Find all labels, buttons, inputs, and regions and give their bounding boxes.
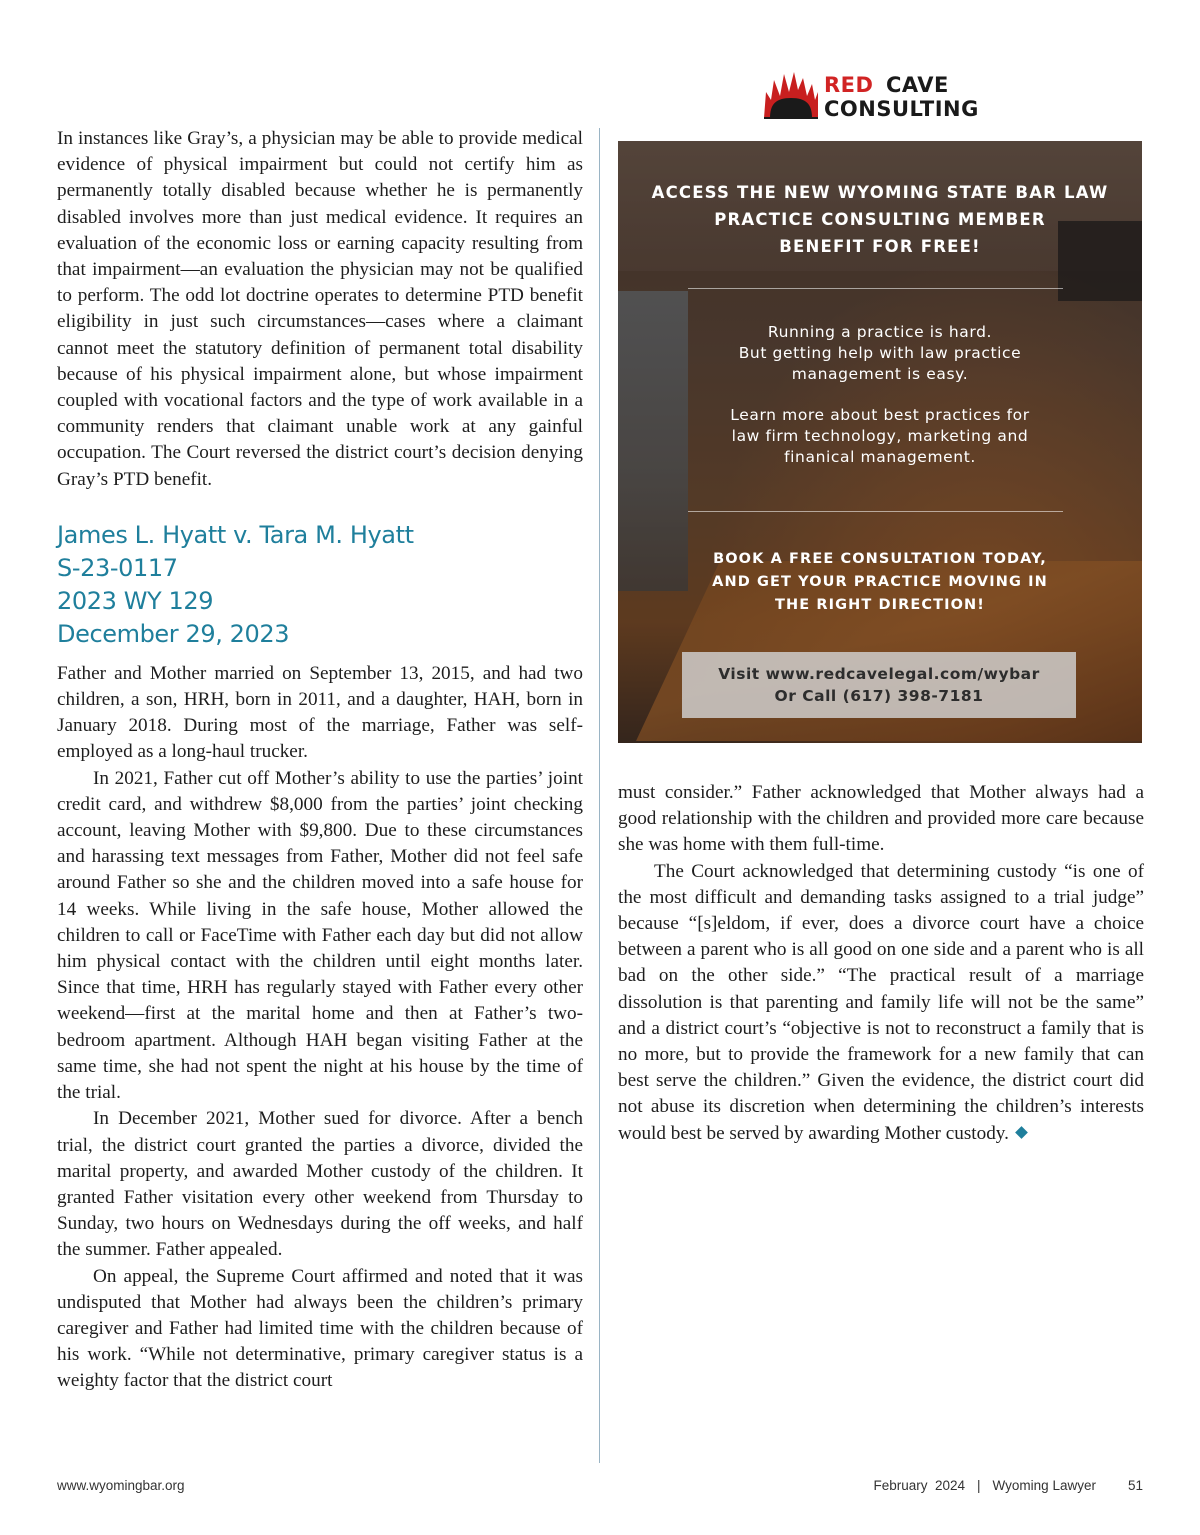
ad-body-text: [618, 322, 1142, 385]
ad-cta-line: BOOK A FREE CONSULTATION TODAY,: [713, 551, 1047, 567]
page-footer: [57, 1478, 1143, 1496]
paragraph-4: On appeal, the Supreme Court affirmed and noted that it was undisputed that Mother had always been the children’s primary caregiver and Father had limited time with the children because of his work. “While not determinative, primary caregiver status is a weighty factor that the district court: [57, 1265, 583, 1392]
right-paragraph-1: must consider.” Father acknowledged that Mother always had a good relationship with the children and provided more care because she was home with them full-time.: [618, 782, 1144, 856]
ad-divider: [688, 511, 1063, 512]
ad-call-to-action: [618, 548, 1142, 617]
ad-body-text-2: [618, 405, 1142, 468]
ad-website-link[interactable]: Visit www.redcavelegal.com/wybar: [718, 665, 1040, 683]
logo-word-cave: CAVE: [886, 73, 949, 97]
column-divider: [599, 128, 600, 1463]
case-title: James L. Hyatt v. Tara M. Hyatt: [57, 520, 414, 549]
footer-publication: Wyoming Lawyer: [992, 1478, 1096, 1493]
end-mark-diamond-icon: [1015, 1126, 1028, 1139]
intro-paragraph: In instances like Gray’s, a physician may be able to provide medical evidence of physical impairment but could not certify him as permanently totally disabled because whether he is permanently disabled involves more than just medical evidence. It requires an evaluation of the economic loss or earning capacity resulting from that impairment—an evaluation the physician may not be qualified to perform. The odd lot doctrine operates to determine PTD benefit eligibility in just such circumstances—cases where a claimant cannot meet the statutory definition of permanent total disability because of his physical impairment alone, but whose impairment coupled with vocational factors and the type of work available in a community renders that claimant unable work at any gainful occupation. The Court reversed the district court’s decision denying Gray’s PTD benefit.: [57, 128, 583, 490]
ad-body-line: law firm technology, marketing and: [731, 427, 1029, 445]
ad-body-line: But getting help with law practice: [738, 344, 1022, 362]
ad-cta-line: THE RIGHT DIRECTION!: [774, 597, 986, 613]
page-number: 51: [1127, 1478, 1143, 1493]
ad-body-line: Learn more about best practices for: [730, 406, 1030, 424]
ad-headline-line: BENEFIT FOR FREE!: [779, 237, 981, 256]
paragraph-3: In December 2021, Mother sued for divorce. After a bench trial, the district court granted the parties a divorce, divided the marital property, and awarded Mother custody of the children. It granted Father visitation every other weekend from Thursday to Sunday, two hours on Wednesdays during the off weeks, and half the summer. Father appealed.: [57, 1108, 583, 1261]
paragraph-1: Father and Mother married on September 13, 2015, and had two children, a son, HRH, born in 2011, and a daughter, HAH, born in January 2018. During most of the marriage, Father was self-employed as a long-haul trucker.: [57, 662, 583, 763]
footer-issue-date: February 2024: [873, 1478, 966, 1493]
ad-headline-line: ACCESS THE NEW WYOMING STATE BAR LAW: [651, 183, 1109, 202]
footer-issue-info: [873, 1478, 1143, 1493]
case-docket: S-23-0117: [57, 553, 178, 582]
ad-headline-line: PRACTICE CONSULTING MEMBER: [714, 210, 1046, 229]
red-cave-advertisement: [618, 141, 1142, 743]
left-column: [57, 126, 583, 1395]
ad-body-line: management is easy.: [791, 365, 969, 383]
ad-body-line: Running a practice is hard.: [767, 323, 993, 341]
logo-word-consulting: CONSULTING: [824, 97, 979, 121]
ad-headline: [618, 179, 1142, 260]
ad-divider: [688, 288, 1063, 289]
ad-body-line: finanical management.: [784, 448, 976, 466]
footer-website[interactable]: www.wyomingbar.org: [57, 1478, 185, 1493]
footer-separator: |: [977, 1478, 981, 1493]
case-heading: [57, 519, 583, 651]
case-date: December 29, 2023: [57, 619, 290, 648]
ad-cta-line: AND GET YOUR PRACTICE MOVING IN: [712, 574, 1048, 590]
case-citation: 2023 WY 129: [57, 586, 214, 615]
flame-icon: [762, 70, 820, 120]
right-paragraph-2: [618, 859, 1144, 1147]
red-cave-consulting-logo: [762, 70, 992, 122]
logo-word-red: RED: [824, 73, 874, 97]
ad-contact-box[interactable]: [682, 652, 1076, 718]
ad-phone-line: Or Call (617) 398-7181: [774, 687, 984, 705]
paragraph-2: In 2021, Father cut off Mother’s ability to use the parties’ joint credit card, and withdrew $8,000 from the parties’ joint checking account, leaving Mother with $9,800. Due to these circumstances and harassing text messages from Father, Mother did not feel safe around Father so she and the children moved into a safe house for 14 weeks. While living in the safe house, Mother allowed the children to call or FaceTime with Father each day but did not allow him physical contact with the children until eight months later. Since that time, HRH has regularly stayed with Father every other weekend—first at the marital home and then at Father’s two-bedroom apartment. Although HAH began visiting Father at the same time, she had not spent the night at his house by the time of the trial.: [57, 767, 583, 1104]
right-paragraph-2-text: The Court acknowledged that determining custody “is one of the most difficult and demanding tasks assigned to a trial judge” because “[s]eldom, if ever, does a divorce court have a choice between a parent who is all good on one side and a parent who is all bad on the other side.” “The practical result of a marriage dissolution is that parenting and family life will not be the same” and a district court’s “objective is not to reconstruct a family that is no more, but to provide the framework for a new family that can best serve the children.” Given the evidence, the district court did not abuse its discretion when determining the children’s interests would best be served by awarding Mother custody.: [618, 860, 1144, 1144]
right-column: [618, 780, 1144, 1147]
